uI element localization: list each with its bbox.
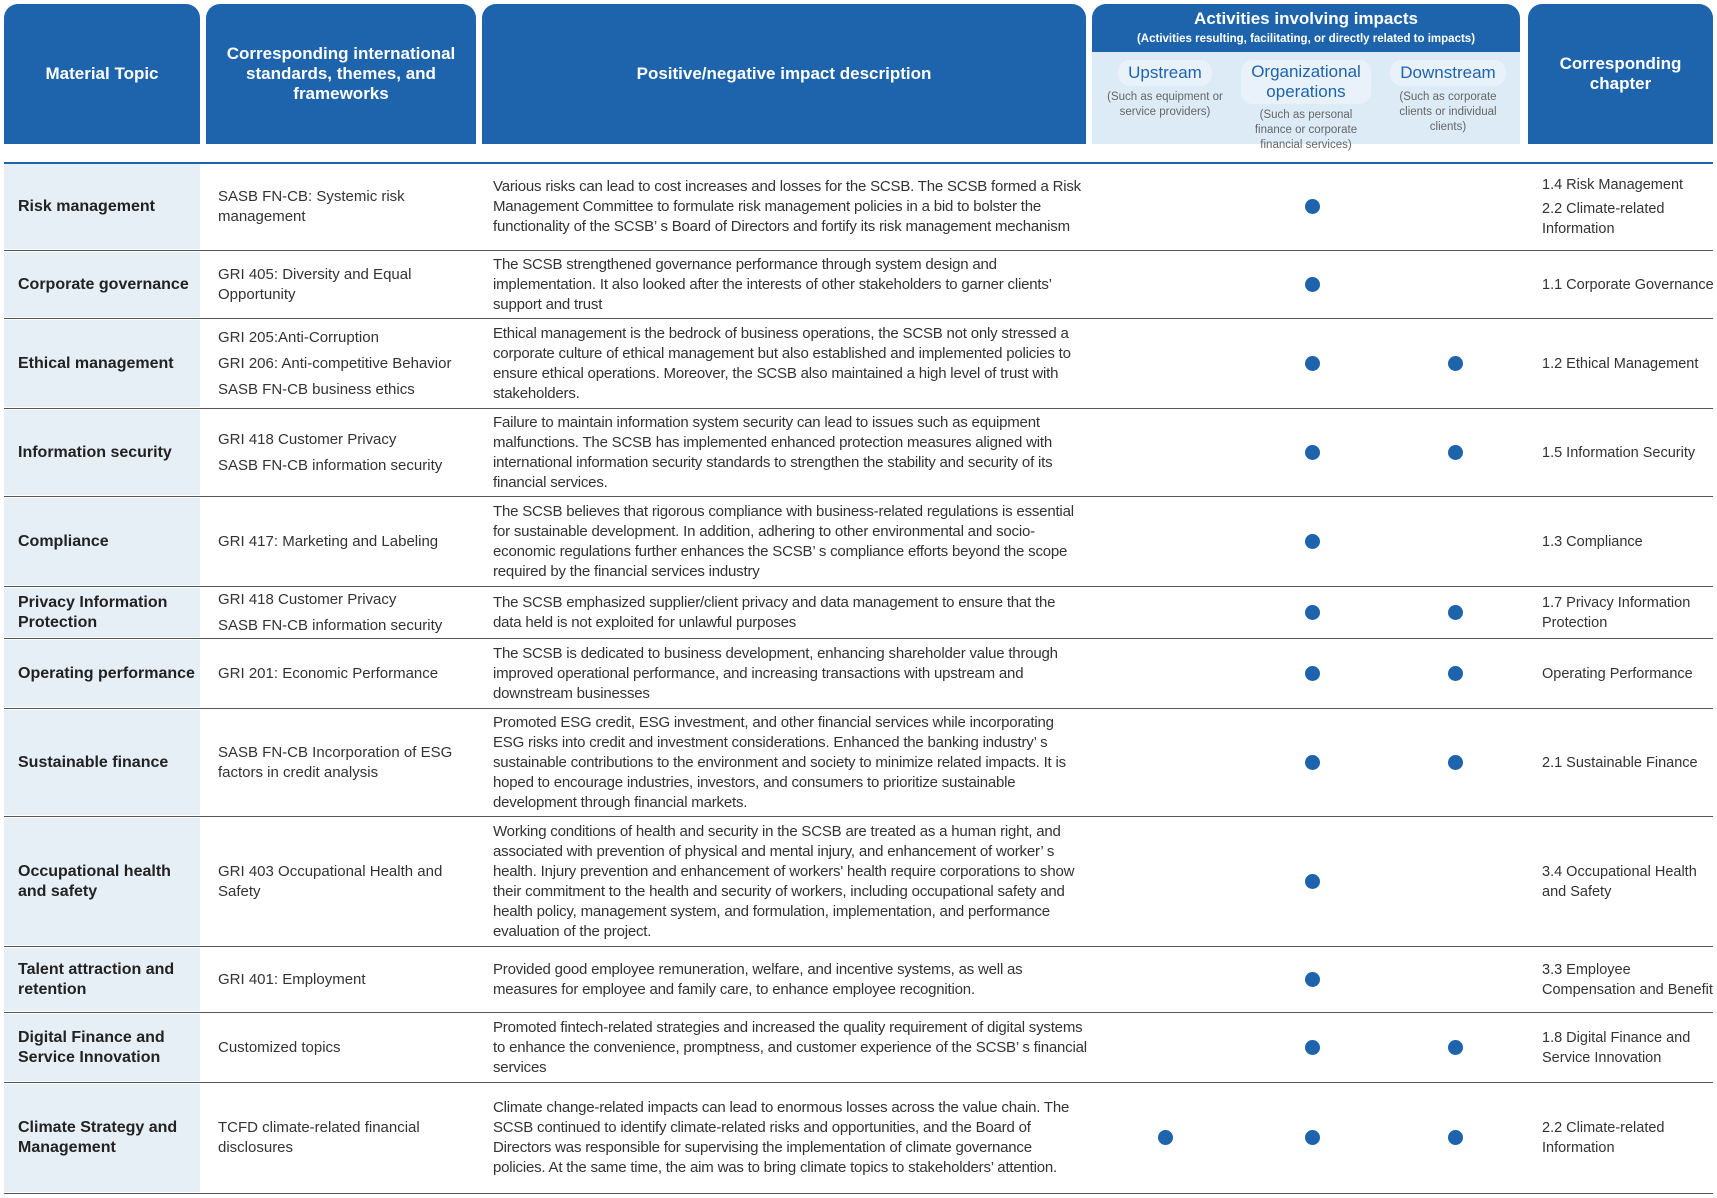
material-topic-cell: Talent attraction and retention: [4, 948, 200, 1011]
header-upstream: [1100, 60, 1230, 120]
downstream-dot: [1448, 1130, 1463, 1145]
standard-item: TCFD climate-related financial disclosures: [218, 1119, 420, 1156]
material-topic-cell: Compliance: [4, 498, 200, 585]
impact-description-text: Promoted ESG credit, ESG investment, and other financial services while incorporating ESG risks into credit and investment considerations. Enhanced the banking industry’ s sustainable contributions to the environment and society to minimize related impacts. It is hoped to encourage industries, investors, and consumers to prioritize sustainable development through financial markets.: [493, 713, 1066, 811]
org-operations-dot: [1305, 534, 1320, 549]
header-activities-title: Activities involving impacts: [1194, 9, 1418, 28]
table-row: [0, 1014, 1717, 1081]
header-downstream: [1383, 60, 1513, 135]
table-row: [0, 818, 1717, 945]
org-operations-note: (Such as personal finance or corporate financial services): [1254, 109, 1358, 151]
org-operations-dot: [1305, 445, 1320, 460]
impact-description-text: Failure to maintain information system security can lead to issues such as equipment malfunctions. The SCSB has implemented enhanced protection measures aligned with international information security standards to strengthen the stability and security of its financial services.: [493, 413, 1053, 491]
impact-description-cell: [487, 818, 1087, 945]
downstream-dot: [1448, 445, 1463, 460]
standard-item: GRI 206: Anti-competitive Behavior: [218, 354, 452, 372]
chapter-item: 1.1 Corporate Governance: [1542, 276, 1714, 293]
org-operations-dot: [1305, 666, 1320, 681]
chapter-item: 1.7 Privacy Information Protection: [1542, 594, 1691, 631]
header-chapter-label: Corresponding chapter: [1559, 54, 1682, 93]
upstream-note: (Such as equipment or service providers): [1107, 91, 1223, 118]
chapter-cell: [1538, 498, 1717, 585]
standards-cell: [206, 320, 476, 407]
row-divider: [4, 586, 1713, 587]
row-divider: [4, 408, 1713, 409]
row-divider: [4, 496, 1713, 497]
impact-description-cell: [487, 1014, 1087, 1081]
standards-cell: [206, 640, 476, 707]
impact-description-cell: [487, 588, 1087, 637]
row-divider: [4, 250, 1713, 251]
table-row: [0, 320, 1717, 407]
standards-cell: [206, 710, 476, 815]
chapter-cell: [1538, 252, 1717, 317]
header-material-topic: [4, 4, 200, 144]
header-org-operations: [1241, 60, 1371, 153]
row-divider: [4, 708, 1713, 709]
standards-cell: [206, 1084, 476, 1192]
org-operations-dot: [1305, 199, 1320, 214]
standards-cell: [206, 498, 476, 585]
material-topic-cell: Operating performance: [4, 640, 200, 707]
material-topic-cell: Occupational health and safety: [4, 818, 200, 945]
impact-description-cell: [487, 1084, 1087, 1192]
row-divider: [4, 638, 1713, 639]
downstream-dot: [1448, 356, 1463, 371]
table-row: [0, 640, 1717, 707]
material-topic-cell: Risk management: [4, 164, 200, 249]
chapter-cell: [1538, 818, 1717, 945]
impact-description-cell: [487, 710, 1087, 815]
table-row: [0, 164, 1717, 249]
material-topic-cell: Sustainable finance: [4, 710, 200, 815]
standards-cell: [206, 1014, 476, 1081]
row-divider: [4, 1082, 1713, 1083]
impact-description-text: The SCSB is dedicated to business development, enhancing shareholder value through improved operational performance, and increasing transactions with upstream and downstream businesses: [493, 644, 1058, 702]
org-operations-label: Organizational operations: [1241, 60, 1371, 104]
chapter-item: Operating Performance: [1542, 665, 1693, 682]
row-divider: [4, 318, 1713, 319]
header-impact-description-label: Positive/negative impact description: [636, 64, 932, 83]
table-row: [0, 252, 1717, 317]
chapter-item: 3.4 Occupational Health and Safety: [1542, 863, 1697, 900]
downstream-dot: [1448, 755, 1463, 770]
standard-item: GRI 403 Occupational Health and Safety: [218, 862, 443, 900]
table-row: [0, 588, 1717, 637]
header-material-topic-label: Material Topic: [45, 64, 159, 83]
chapter-cell: [1538, 164, 1717, 249]
impact-description-cell: [487, 948, 1087, 1011]
header-activities: [1092, 4, 1520, 151]
chapter-item: 2.1 Sustainable Finance: [1542, 754, 1698, 771]
chapter-cell: [1538, 948, 1717, 1011]
chapter-item: 1.5 Information Security: [1542, 444, 1696, 461]
org-operations-dot: [1305, 277, 1320, 292]
impact-description-text: The SCSB believes that rigorous compliance with business-related regulations is essential for sustainable development. In addition, adhering to other environmental and socio-economic regulations further enhances the SCSB’ s compliance efforts beyond the scope required by the financial services industry: [493, 502, 1074, 580]
standard-item: Customized topics: [218, 1038, 341, 1056]
downstream-dot: [1448, 666, 1463, 681]
impact-description-text: Ethical management is the bedrock of business operations, the SCSB not only stressed a corporate culture of ethical management but also established and implemented policies to ensure ethical operations. Moreover, the SCSB also maintained a high level of trust with stakeholders.: [493, 324, 1071, 402]
chapter-cell: [1538, 710, 1717, 815]
table-row: [0, 410, 1717, 495]
chapter-item: 2.2 Climate-related Information: [1542, 200, 1665, 237]
org-operations-dot: [1305, 1040, 1320, 1055]
standards-cell: [206, 818, 476, 945]
material-topic-cell: Information security: [4, 410, 200, 495]
impact-description-text: Working conditions of health and security in the SCSB are treated as a human right, and associated with prevention of physical and mental injury, and enhancement of worker’ s health. Injury prevention and enhancement of workers' health require corporations to show their commitment to the health and security of workers, including occupational safety and health policy, management system, and formulation, implementation, and performance evaluation of the project.: [493, 822, 1075, 940]
table-row: [0, 948, 1717, 1011]
header-activities-subtitle: (Activities resulting, facilitating, or directly related to impacts): [1136, 33, 1476, 45]
chapter-item: 3.3 Employee Compensation and Benefit: [1542, 961, 1713, 998]
row-divider: [4, 1193, 1713, 1194]
impact-description-cell: [487, 410, 1087, 495]
row-divider: [4, 816, 1713, 817]
impact-description-text: Climate change-related impacts can lead to enormous losses across the value chain. The SCSB continued to identify climate-related risks and opportunities, and the Board of Directors was responsible for supervising the implementation of climate governance policies. At the same time, the aim was to bring climate topics to stakeholders’ attention.: [493, 1099, 1070, 1176]
standard-item: GRI 417: Marketing and Labeling: [218, 532, 439, 550]
standard-item: SASB FN-CB Incorporation of ESG factors in credit analysis: [218, 743, 453, 781]
material-topic-cell: Privacy Information Protection: [4, 588, 200, 637]
impact-description-text: Provided good employee remuneration, welfare, and incentive systems, as well as measures for employee and family care, to enhance employee recognition.: [493, 960, 1023, 998]
chapter-item: 1.3 Compliance: [1542, 533, 1643, 550]
org-operations-dot: [1305, 356, 1320, 371]
header-impact-description: [482, 4, 1086, 144]
downstream-label: Downstream: [1390, 60, 1505, 86]
standard-item: GRI 401: Employment: [218, 970, 366, 988]
table-row: [0, 1084, 1717, 1192]
standards-cell: [206, 948, 476, 1011]
standards-cell: [206, 164, 476, 249]
standard-item: GRI 205:Anti-Corruption: [218, 328, 379, 346]
downstream-dot: [1448, 1040, 1463, 1055]
standards-cell: [206, 252, 476, 317]
header-standards: [206, 4, 476, 144]
standard-item: GRI 201: Economic Performance: [218, 664, 439, 682]
impact-description-cell: [487, 320, 1087, 407]
impact-description-cell: [487, 640, 1087, 707]
impact-description-cell: [487, 498, 1087, 585]
header-activities-title-band: [1092, 4, 1520, 52]
impact-description-text: Various risks can lead to cost increases and losses for the SCSB. The SCSB formed a Risk Management Committee to formulate risk management policies in a bid to bolster the functionality of the SCSB’ s Board of Directors and fortify its risk management mechanism: [493, 177, 1081, 235]
org-operations-dot: [1305, 874, 1320, 889]
impact-description-text: The SCSB strengthened governance performance through system design and implementation. It also looked after the interests of other stakeholders to garner clients’ support and trust: [493, 255, 1052, 313]
material-topic-cell: Climate Strategy and Management: [4, 1084, 200, 1192]
row-divider: [4, 946, 1713, 947]
header-standards-label: Corresponding international standards, themes, and frameworks: [226, 44, 456, 103]
impact-description-cell: [487, 252, 1087, 317]
chapter-cell: [1538, 1084, 1717, 1192]
impact-description-cell: [487, 164, 1087, 249]
downstream-note: (Such as corporate clients or individual clients): [1399, 91, 1497, 133]
chapter-cell: [1538, 640, 1717, 707]
standard-item: GRI 405: Diversity and Equal Opportunity: [218, 265, 412, 303]
chapter-cell: [1538, 320, 1717, 407]
standard-item: GRI 418 Customer Privacy: [218, 430, 397, 448]
table-row: [0, 710, 1717, 815]
standard-item: SASB FN-CB information security: [218, 616, 443, 634]
standards-cell: [206, 588, 476, 637]
chapter-cell: [1538, 410, 1717, 495]
upstream-label: Upstream: [1118, 60, 1212, 86]
table-row: [0, 498, 1717, 585]
material-topic-cell: Corporate governance: [4, 252, 200, 317]
standards-cell: [206, 410, 476, 495]
chapter-item: 1.4 Risk Management: [1542, 176, 1684, 193]
chapter-item: 1.8 Digital Finance and Service Innovation: [1542, 1029, 1691, 1066]
standard-item: SASB FN-CB information security: [218, 456, 443, 474]
org-operations-dot: [1305, 1130, 1320, 1145]
material-topic-cell: Digital Finance and Service Innovation: [4, 1014, 200, 1081]
standard-item: SASB FN-CB: Systemic risk management: [218, 187, 405, 225]
org-operations-dot: [1305, 755, 1320, 770]
header-chapter: [1528, 4, 1713, 144]
impact-description-text: Promoted fintech-related strategies and increased the quality requirement of digital systems to enhance the convenience, promptness, and customer experience of the SCSB’ s financial services: [493, 1018, 1087, 1076]
downstream-dot: [1448, 605, 1463, 620]
chapter-cell: [1538, 588, 1717, 637]
row-divider: [4, 1012, 1713, 1013]
standard-item: GRI 418 Customer Privacy: [218, 590, 397, 608]
impact-description-text: The SCSB emphasized supplier/client privacy and data management to ensure that the data held is not exploited for unlawful purposes: [493, 593, 1056, 631]
upstream-dot: [1158, 1130, 1173, 1145]
chapter-item: 1.2 Ethical Management: [1542, 355, 1699, 372]
chapter-cell: [1538, 1014, 1717, 1081]
org-operations-dot: [1305, 605, 1320, 620]
org-operations-dot: [1305, 972, 1320, 987]
material-topic-cell: Ethical management: [4, 320, 200, 407]
chapter-item: 2.2 Climate-related Information: [1542, 1120, 1665, 1156]
standard-item: SASB FN-CB business ethics: [218, 380, 415, 398]
